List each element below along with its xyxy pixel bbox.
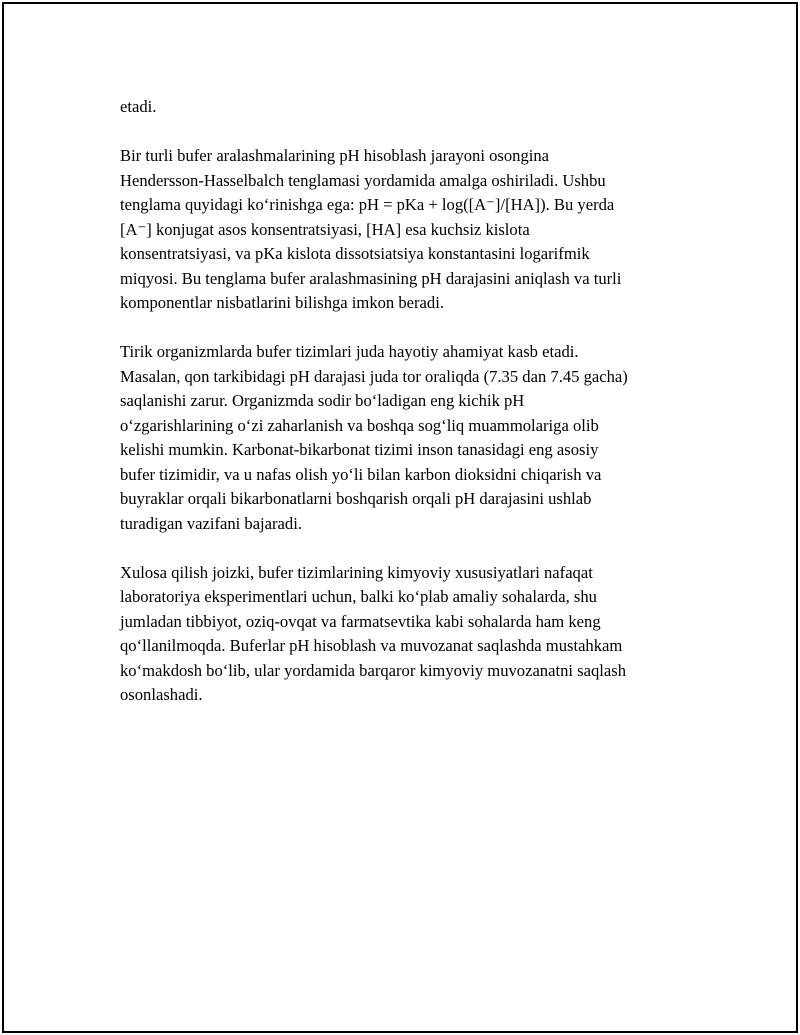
text-line: Bir turli bufer aralashmalarining pH hisoblash jarayoni osongina [120, 146, 550, 165]
document-page [2, 2, 798, 1033]
text-line: komponentlar nisbatlarini bilishga imkon beradi. [120, 293, 444, 312]
text-line: konsentratsiyasi, va pKa kislota dissotsiatsiya konstantasini logarifmik [120, 244, 590, 263]
text-line: oʻzgarishlarining oʻzi zaharlanish va boshqa sogʻliq muammolariga olib [120, 415, 599, 435]
text-line: osonlashadi. [120, 685, 203, 704]
text-line: miqyosi. Bu tenglama bufer aralashmasining pH darajasini aniqlash va turli [120, 268, 622, 288]
text-line: Hendersson-Hasselbalch tenglamasi yordamida amalga oshiriladi. Ushbu [120, 170, 606, 190]
paragraph-continuation [120, 95, 720, 120]
text-line: etadi. [120, 97, 157, 116]
text-line: tenglama quyidagi koʻrinishga ega: pH = pKa + log([A⁻]/[HA]). Bu yerda [120, 195, 615, 214]
paragraph-henderson-hasselbalch [120, 144, 720, 316]
text-line: bufer tizimidir, va u nafas olish yoʻli bilan karbon dioksidni chiqarish va [120, 464, 602, 484]
text-line: turadigan vazifani bajaradi. [120, 513, 302, 533]
text-line: buyraklar orqali bikarbonatlarni boshqarish orqali pH darajasini ushlab [120, 489, 592, 508]
text-line: Masalan, qon tarkibidagi pH darajasi juda tor oraliqda (7.35 dan 7.45 gacha) [120, 366, 628, 386]
text-line: jumladan tibbiyot, oziq-ovqat va farmatsevtika kabi sohalarda ham keng [120, 611, 601, 631]
text-line: [A⁻] konjugat asos konsentratsiyasi, [HA] esa kuchsiz kislota [120, 219, 530, 239]
text-line: koʻmakdosh boʻlib, ular yordamida barqaror kimyoviy muvozanatni saqlash [120, 660, 626, 680]
text-line: Xulosa qilish joizki, bufer tizimlarining kimyoviy xususiyatlari nafaqat [120, 562, 593, 582]
paragraph-living-organisms [120, 340, 720, 536]
text-line: Tirik organizmlarda bufer tizimlari juda hayotiy ahamiyat kasb etadi. [120, 342, 579, 361]
text-line: qoʻllanilmoqda. Buferlar pH hisoblash va muvozanat saqlashda mustahkam [120, 636, 623, 655]
paragraph-conclusion [120, 561, 720, 708]
text-line: saqlanishi zarur. Organizmda sodir boʻladigan eng kichik pH [120, 391, 525, 410]
text-line: kelishi mumkin. Karbonat-bikarbonat tizimi inson tanasidagi eng asosiy [120, 440, 599, 459]
document-body [120, 95, 720, 732]
text-line: laboratoriya eksperimentlari uchun, balki koʻplab amaliy sohalarda, shu [120, 587, 597, 606]
